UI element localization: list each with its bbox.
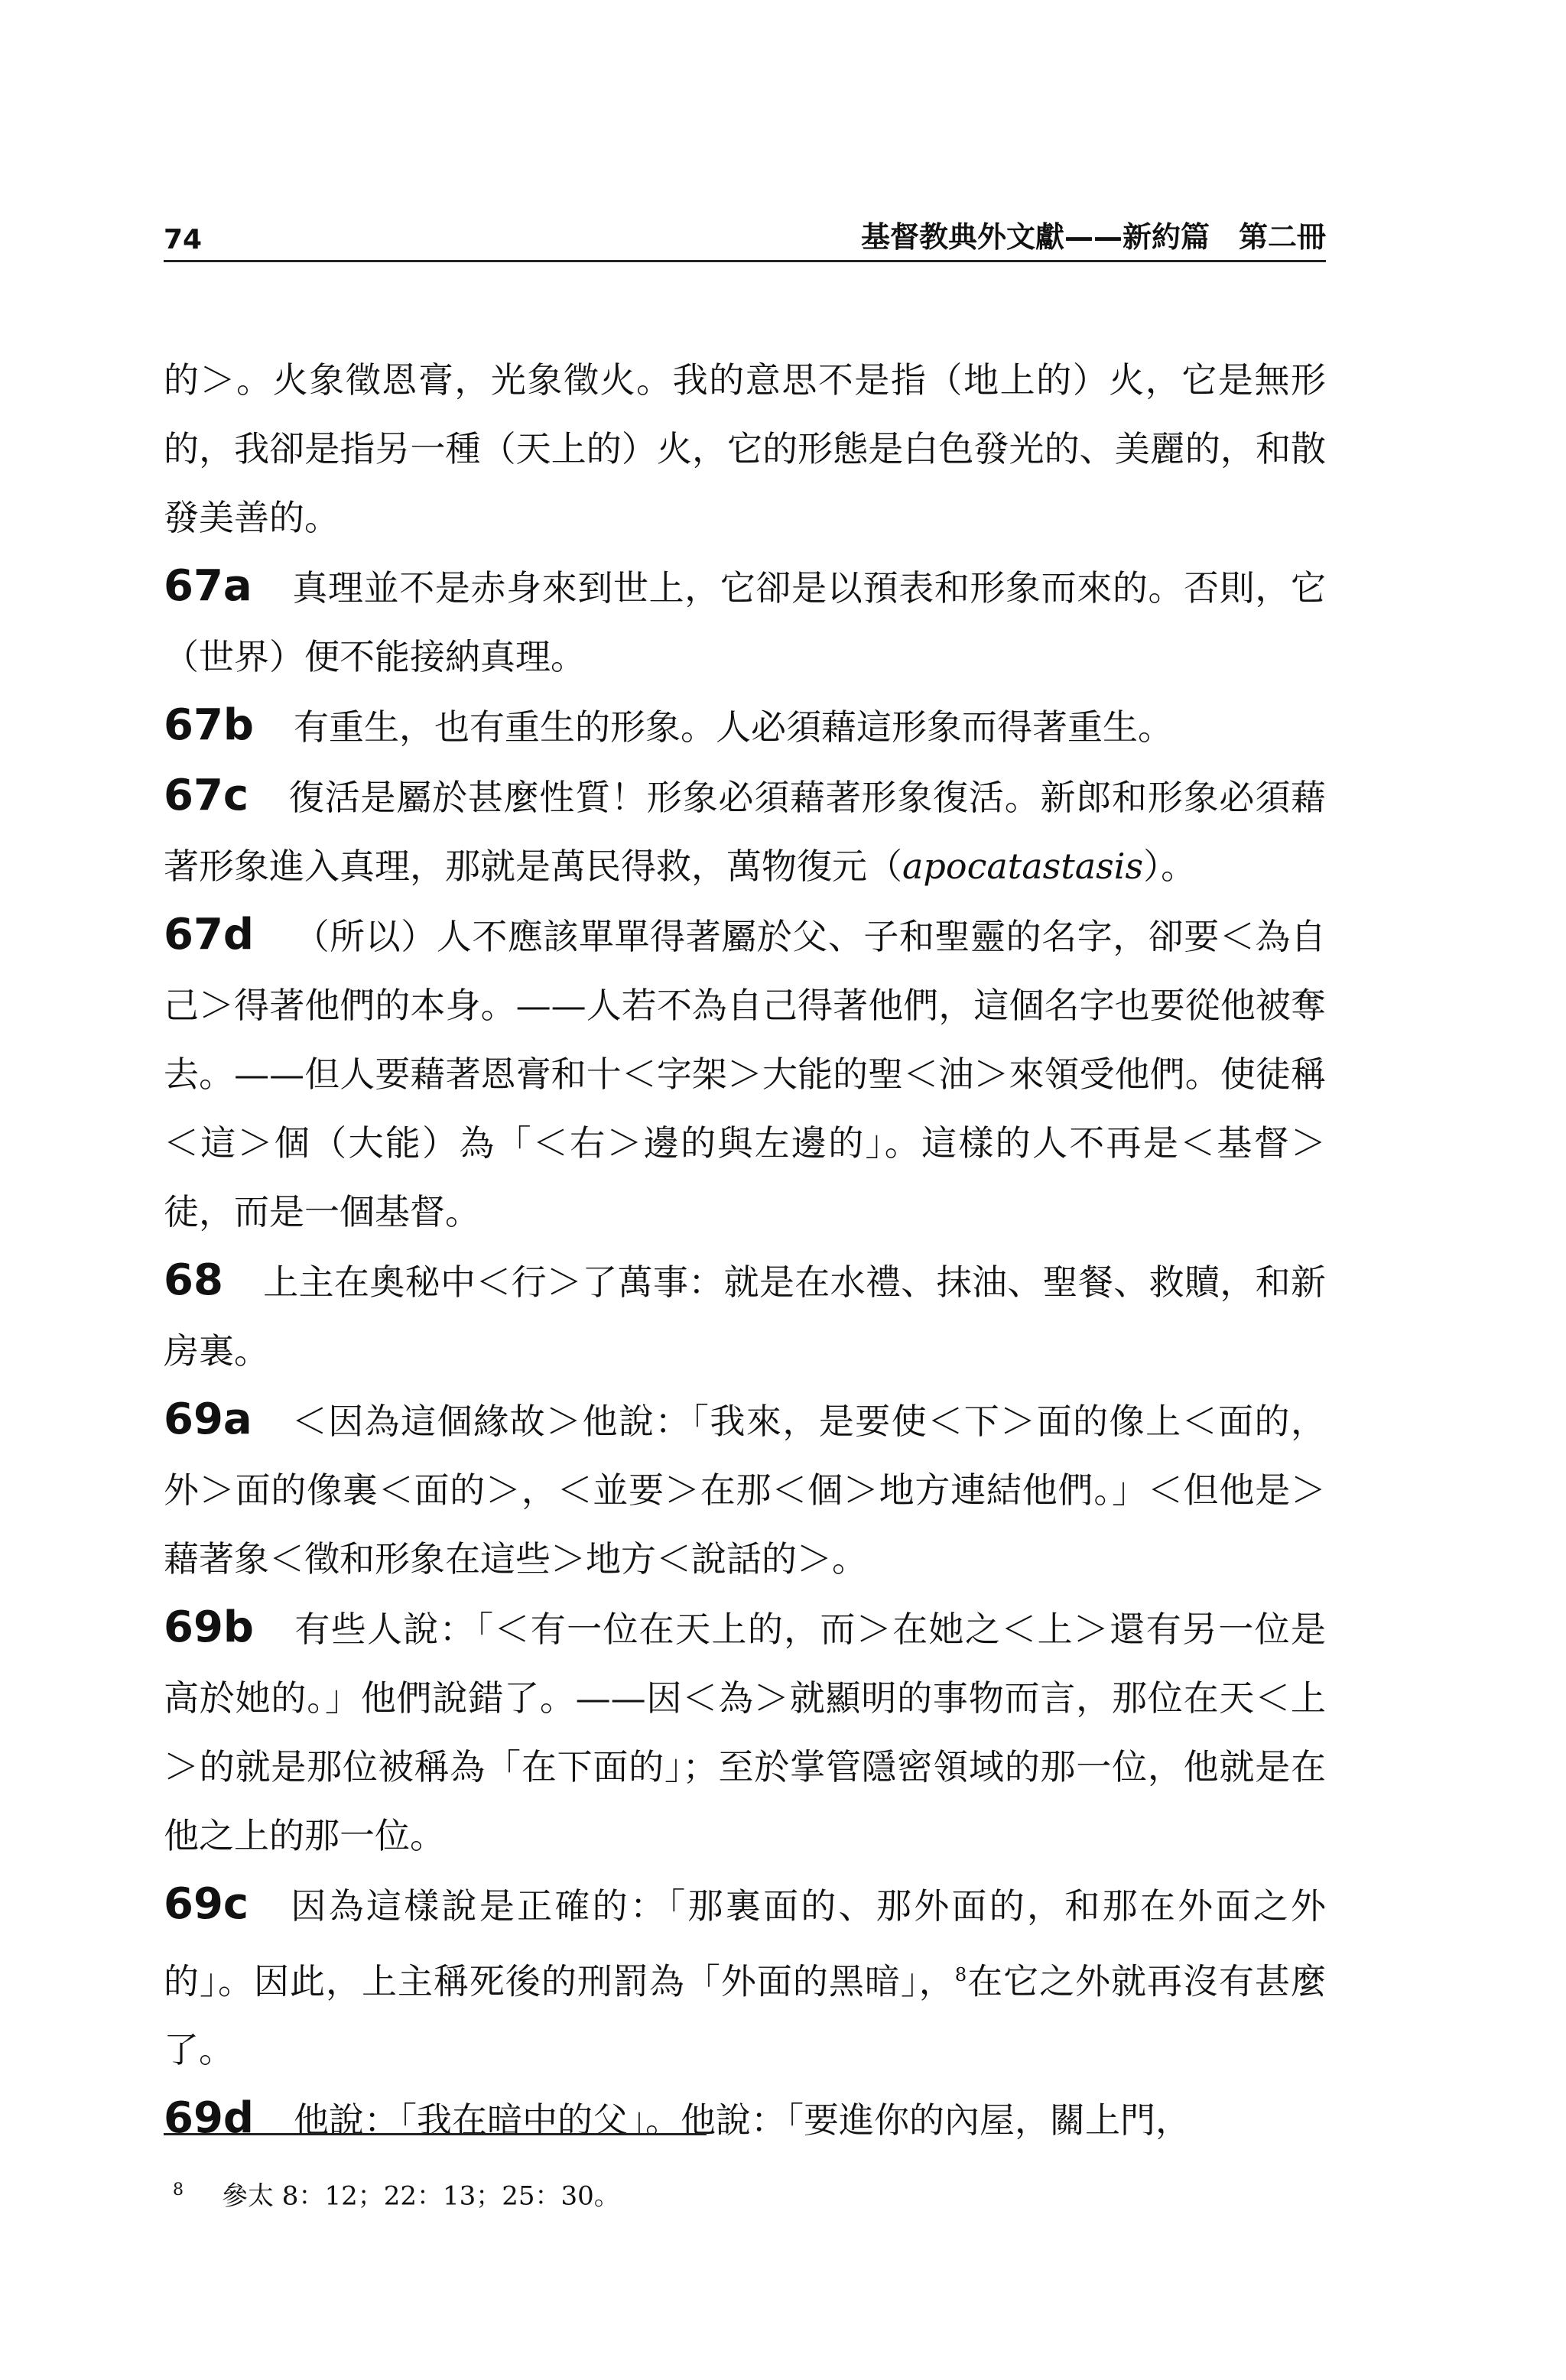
paragraph-69a — [164, 1385, 1326, 1593]
paragraph-number: 67d — [164, 910, 255, 959]
paragraph-text: ＜因為這個緣故＞他說：「我來，是要使＜下＞面的像上＜面的，外＞面的像裏＜面的＞，＜並要＞在那＜個＞地方連結他們。」＜但他是＞藉著象＜徵和形象在這些＞地方＜說話的＞。 — [164, 1401, 1326, 1580]
paragraph-68 — [164, 1246, 1326, 1385]
paragraph-text: 真理並不是赤身來到世上，它卻是以預表和形象而來的。否則，它（世界）便不能接納真理。 — [164, 567, 1326, 677]
paragraph-text: 上主在奧秘中＜行＞了萬事：就是在水禮、抹油、聖餐、救贖，和新房裏。 — [164, 1261, 1326, 1372]
running-title: 基督教典外文獻——新約篇 第二冊 — [860, 220, 1326, 254]
page-header — [164, 214, 1326, 262]
footnote-mark: 8 — [173, 2180, 184, 2200]
footnote-divider — [164, 2133, 707, 2135]
paragraph-text: 因為這樣說是正確的：「那裏面的、那外面的，和那在外面之外的」。因此，上主稱死後的刑罰為「外面的黑暗」， — [164, 1885, 1326, 2002]
paragraph-67b — [164, 691, 1326, 761]
body-text — [164, 346, 1326, 2154]
paragraph-number: 67a — [164, 561, 252, 611]
paragraph-text-end: ）。 — [1143, 846, 1197, 887]
paragraph-67a — [164, 552, 1326, 691]
paragraph-number: 69a — [164, 1395, 252, 1444]
paragraph-number: 69d — [164, 2093, 255, 2144]
paragraph-text: 他說：「我在暗中的父」。他說：「要進你的內屋，關上門， — [294, 2099, 1191, 2141]
paragraph-67c — [164, 761, 1326, 901]
paragraph-number: 67b — [164, 700, 255, 750]
greek-term: apocatastasis — [902, 846, 1144, 887]
paragraph-number: 68 — [164, 1255, 223, 1305]
footnote-text: 參太 8：12；22：13；25：30。 — [222, 2180, 620, 2212]
paragraph-69d — [164, 2084, 1326, 2154]
paragraph-text: 有些人說：「＜有一位在天上的，而＞在她之＜上＞還有另一位是高於她的。」他們說錯了。——因＜為＞就顯明的事物而言，那位在天＜上＞的就是那位被稱為「在下面的」；至於掌管隱密領域的那一位，他就是在他之上的那一位。 — [164, 1609, 1326, 1856]
paragraph-text: 有重生，也有重生的形象。人必須藉這形象而得著重生。 — [294, 706, 1174, 748]
paragraph-text: 的＞。火象徵恩膏，光象徵火。我的意思不是指（地上的）火，它是無形的，我卻是指另一種（天上的）火，它的形態是白色發光的、美麗的，和散發美善的。 — [164, 359, 1326, 538]
paragraph-text-end: 在它之外就再沒有甚麼了。 — [164, 1960, 1327, 2071]
paragraph-67d — [164, 901, 1326, 1246]
page-number: 74 — [164, 224, 203, 255]
paragraph-text: （所以）人不應該單單得著屬於父、子和聖靈的名字，卻要＜為自己＞得著他們的本身。——人若不為自己得著他們，這個名字也要從他被奪去。——但人要藉著恩膏和十＜字架＞大能的聖＜油＞來領受他們。使徒稱＜這＞個（大能）為「＜右＞邊的與左邊的」。這樣的人不再是＜基督＞徒，而是一個基督。 — [164, 916, 1326, 1232]
footnote — [173, 2171, 1243, 2215]
paragraph-continued — [164, 346, 1326, 552]
footnote-reference[interactable]: 8 — [954, 1964, 967, 1985]
paragraph-number: 69c — [164, 1879, 249, 1929]
paragraph-text: 復活是屬於甚麼性質！形象必須藉著形象復活。新郎和形象必須藉著形象進入真理，那就是萬民得救，萬物復元（ — [164, 777, 1326, 887]
paragraph-number: 67c — [164, 771, 249, 820]
paragraph-69c — [164, 1870, 1326, 2084]
paragraph-69b — [164, 1593, 1326, 1870]
paragraph-number: 69b — [164, 1602, 255, 1652]
